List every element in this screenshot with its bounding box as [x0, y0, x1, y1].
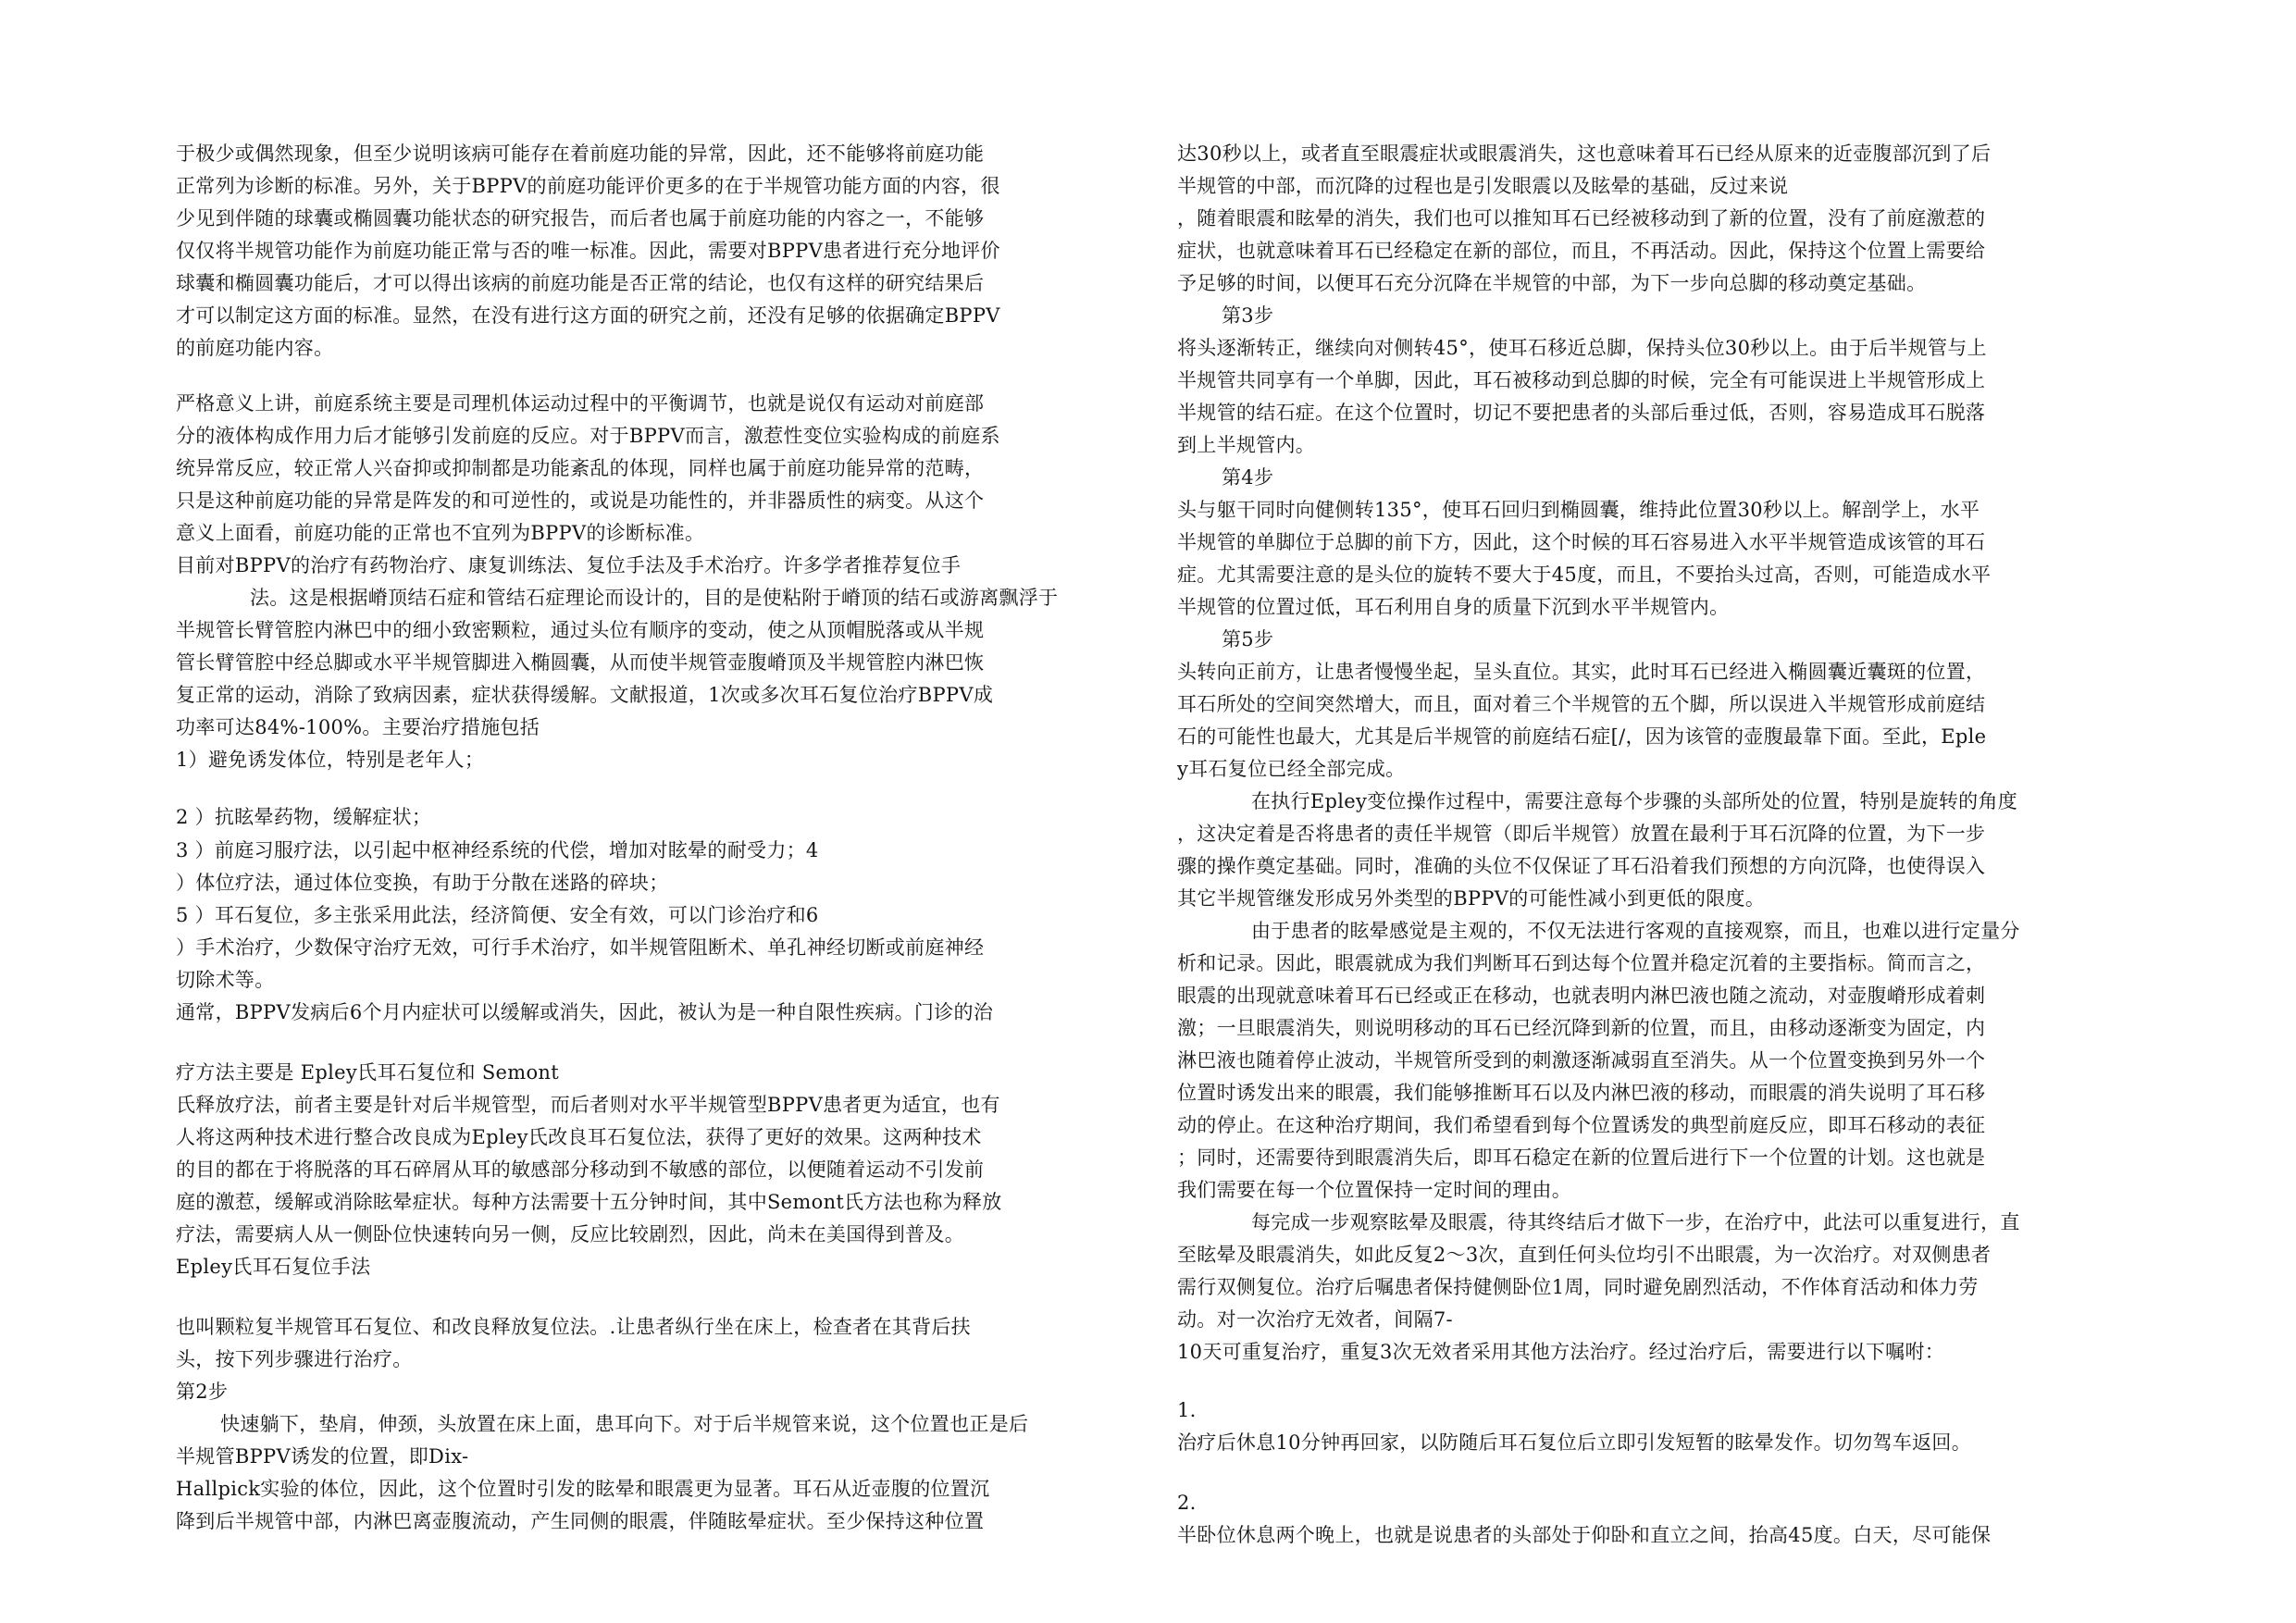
text-line: 治疗后休息10分钟再回家，以防随后耳石复位后立即引发短暂的眩晕发作。切勿驾车返回。 [1177, 1431, 1972, 1454]
text-line: 功率可达84%-100%。主要治疗措施包括 [176, 716, 540, 738]
text-line: ）体位疗法，通过体位变换，有助于分散在迷路的碎块； [176, 872, 669, 894]
text-line: 激；一旦眼震消失，则说明移动的耳石已经沉降到新的位置，而且，由移动逐渐变为固定，内 [1177, 1017, 1986, 1039]
text-line: 切除术等。 [176, 969, 275, 991]
text-line: 半卧位休息两个晚上，也就是说患者的头部处于仰卧和直立之间，抬高45度。白天，尽可能保 [1177, 1524, 1992, 1546]
text-line: Epley氏耳石复位手法 [176, 1256, 371, 1278]
text-line: 第5步 [1222, 628, 1274, 650]
text-line: 1）避免诱发体位，特别是老年人； [176, 749, 485, 771]
text-line: 动的停止。在这种治疗期间，我们希望看到每个位置诱发的典型前庭反应，即耳石移动的表征 [1177, 1114, 1986, 1136]
text-line: 复正常的运动，消除了致病因素，症状获得缓解。文献报道，1次或多次耳石复位治疗BPPV成 [176, 684, 994, 706]
text-line: 1. [1177, 1399, 1197, 1421]
text-line: 第2步 [176, 1381, 229, 1403]
text-line: 眼震的出现就意味着耳石已经或正在移动，也就表明内淋巴液也随之流动，对壶腹嵴形成着刺 [1177, 985, 1986, 1007]
text-line: ，随着眼震和眩晕的消失，我们也可以推知耳石已经被移动到了新的位置，没有了前庭激惹的 [1177, 207, 1986, 229]
text-line: 我们需要在每一个位置保持一定时间的理由。 [1177, 1179, 1571, 1201]
text-line: 通常，BPPV发病后6个月内症状可以缓解或消失，因此，被认为是一种自限性疾病。门诊的治 [176, 1001, 994, 1023]
text-line: 症。尤其需要注意的是头位的旋转不要大于45度，而且，不要抬头过高，否则，可能造成水平 [1177, 564, 1992, 586]
text-line: 快速躺下，垫肩，伸颈，头放置在床上面，患耳向下。对于后半规管来说，这个位置也正是后 [220, 1413, 1029, 1435]
text-line: 管长臂管腔中经总脚或水平半规管脚进入椭圆囊，从而使半规管壶腹嵴顶及半规管腔内淋巴恢 [176, 651, 985, 674]
text-line: 目前对BPPV的治疗有药物治疗、康复训练法、复位手法及手术治疗。许多学者推荐复位手 [176, 554, 962, 576]
text-line: 症状，也就意味着耳石已经稳定在新的部位，而且，不再活动。因此，保持这个位置上需要给 [1177, 240, 1986, 262]
text-line: 头与躯干同时向健侧转135°，使耳石回归到椭圆囊，维持此位置30秒以上。解剖学上，水平 [1177, 499, 1980, 521]
text-line: 析和记录。因此，眼震就成为我们判断耳石到达每个位置并稳定沉着的主要指标。简而言之， [1177, 952, 1986, 974]
text-line: 庭的激惹，缓解或消除眩晕症状。每种方法需要十五分钟时间，其中Semont氏方法也称为释放 [176, 1191, 1002, 1213]
text-line: 半规管的结石症。在这个位置时，切记不要把患者的头部后垂过低，否则，容易造成耳石脱落 [1177, 402, 1986, 424]
text-line: 正常列为诊断的标准。另外，关于BPPV的前庭功能评价更多的在于半规管功能方面的内容，很 [176, 175, 1000, 197]
text-line: 2 ）抗眩晕药物，缓解症状； [176, 806, 432, 828]
text-line: 法。这是根据嵴顶结石症和管结石症理论而设计的，目的是使粘附于嵴顶的结石或游离飘浮于 [250, 587, 1059, 609]
text-line: 耳石所处的空间突然增大，而且，面对着三个半规管的五个脚，所以误进入半规管形成前庭结 [1177, 693, 1986, 715]
text-line: 球囊和椭圆囊功能后，才可以得出该病的前庭功能是否正常的结论，也仅有这样的研究结果后 [176, 272, 985, 294]
text-line: 分的液体构成作用力后才能够引发前庭的反应。对于BPPV而言，激惹性变位实验构成的前庭系 [176, 425, 1000, 447]
text-line: ）手术治疗，少数保守治疗无效，可行手术治疗，如半规管阻断术、单孔神经切断或前庭神经 [176, 936, 985, 959]
text-line: 5 ）耳石复位，多主张采用此法，经济简便、安全有效，可以门诊治疗和6 [176, 904, 819, 926]
text-line: 石的可能性也最大，尤其是后半规管的前庭结石症[/，因为该管的壶腹最靠下面。至此，Eple [1177, 725, 1987, 748]
text-line: 严格意义上讲，前庭系统主要是司理机体运动过程中的平衡调节，也就是说仅有运动对前庭部 [176, 392, 985, 415]
text-line: 半规管的中部，而沉降的过程也是引发眼震以及眩晕的基础，反过来说 [1177, 175, 1789, 197]
text-line: 10天可重复治疗，重复3次无效者采用其他方法治疗。经过治疗后，需要进行以下嘱咐： [1177, 1341, 1945, 1363]
text-line: Hallpick实验的体位，因此，这个位置时引发的眩晕和眼震更为显著。耳石从近壶腹的位置沉 [176, 1478, 990, 1500]
text-line: 在执行Epley变位操作过程中，需要注意每个步骤的头部所处的位置，特别是旋转的角度 [1251, 790, 2018, 812]
text-line: 意义上面看，前庭功能的正常也不宜列为BPPV的诊断标准。 [176, 522, 705, 544]
text-line: 半规管长臂管腔内淋巴中的细小致密颗粒，通过头位有顺序的变动，使之从顶帽脱落或从半规 [176, 619, 985, 641]
text-line: 氏释放疗法，前者主要是针对后半规管型，而后者则对水平半规管型BPPV患者更为适宜，也有 [176, 1094, 1000, 1116]
text-line: 需行双侧复位。治疗后嘱患者保持健侧卧位1周，同时避免剧烈活动，不作体育活动和体力劳 [1177, 1276, 1979, 1298]
text-line: ，这决定着是否将患者的责任半规管（即后半规管）放置在最利于耳石沉降的位置，为下一步 [1177, 823, 1986, 845]
text-line: 只是这种前庭功能的异常是阵发的和可逆性的，或说是功能性的，并非器质性的病变。从这个 [176, 489, 985, 512]
text-line: 统异常反应，较正常人兴奋抑或抑制都是功能紊乱的体现，同样也属于前庭功能异常的范畴， [176, 457, 985, 479]
text-line: 半规管BPPV诱发的位置，即Dix- [176, 1445, 469, 1468]
text-line: 第3步 [1222, 304, 1274, 327]
text-line: 的前庭功能内容。 [176, 337, 334, 359]
text-line: 其它半规管继发形成另外类型的BPPV的可能性减小到更低的限度。 [1177, 887, 1766, 910]
text-line: 动。对一次治疗无效者，间隔7- [1177, 1308, 1453, 1331]
text-line: 每完成一步观察眩晕及眼震，待其终结后才做下一步，在治疗中，此法可以重复进行，直 [1251, 1211, 2020, 1233]
text-line: 人将这两种技术进行整合改良成为Epley氏改良耳石复位法，获得了更好的效果。这两种技术 [176, 1126, 982, 1148]
text-line: 2. [1177, 1492, 1197, 1514]
text-line: 将头逐渐转正，继续向对侧转45°，使耳石移近总脚，保持头位30秒以上。由于后半规管与上 [1177, 337, 1987, 359]
text-line: 到上半规管内。 [1177, 434, 1316, 456]
text-line: 的目的都在于将脱落的耳石碎屑从耳的敏感部分移动到不敏感的部位，以便随着运动不引发前 [176, 1158, 985, 1181]
text-line: 至眩晕及眼震消失，如此反复2～3次，直到任何头位均引不出眼震，为一次治疗。对双侧患者 [1177, 1244, 1992, 1266]
text-line: 才可以制定这方面的标准。显然，在没有进行这方面的研究之前，还没有足够的依据确定BPPV [176, 304, 1000, 327]
text-line: 骤的操作奠定基础。同时，准确的头位不仅保证了耳石沿着我们预想的方向沉降，也使得误入 [1177, 855, 1986, 877]
text-line: 3 ）前庭习服疗法，以引起中枢神经系统的代偿，增加对眩晕的耐受力；4 [176, 839, 819, 861]
text-line: 头转向正前方，让患者慢慢坐起，呈头直位。其实，此时耳石已经进入椭圆囊近囊斑的位置， [1177, 661, 1986, 683]
text-line: 少见到伴随的球囊或椭圆囊功能状态的研究报告，而后者也属于前庭功能的内容之一，不能够 [176, 207, 985, 229]
text-line: 达30秒以上，或者直至眼震症状或眼震消失，这也意味着耳石已经从原来的近壶腹部沉到了后 [1177, 142, 1992, 165]
text-line: 由于患者的眩晕感觉是主观的，不仅无法进行客观的直接观察，而且，也难以进行定量分 [1251, 920, 2020, 942]
text-line: 仅仅将半规管功能作为前庭功能正常与否的唯一标准。因此，需要对BPPV患者进行充分地评价 [176, 240, 1000, 262]
text-line: ；同时，还需要待到眼震消失后，即耳石稳定在新的位置后进行下一个位置的计划。这也就是 [1177, 1146, 1986, 1169]
text-line: 头，按下列步骤进行治疗。 [176, 1348, 413, 1370]
text-line: 疗方法主要是 Epley氏耳石复位和 Semont [176, 1061, 559, 1084]
text-line: 予足够的时间，以便耳石充分沉降在半规管的中部，为下一步向总脚的移动奠定基础。 [1177, 272, 1927, 294]
text-line: 半规管共同享有一个单脚，因此，耳石被移动到总脚的时候，完全有可能误进上半规管形成上 [1177, 369, 1986, 391]
text-line: 第4步 [1222, 466, 1274, 489]
text-line: 降到后半规管中部，内淋巴离壶腹流动，产生同侧的眼震，伴随眩晕症状。至少保持这种位置 [176, 1510, 985, 1532]
text-line: 淋巴液也随着停止波动，半规管所受到的刺激逐渐减弱直至消失。从一个位置变换到另外一个 [1177, 1049, 1986, 1072]
text-line: y耳石复位已经全部完成。 [1177, 758, 1406, 780]
text-line: 半规管的位置过低，耳石利用自身的质量下沉到水平半规管内。 [1177, 596, 1730, 618]
text-line: 半规管的单脚位于总脚的前下方，因此，这个时候的耳石容易进入水平半规管造成该管的耳石 [1177, 531, 1986, 553]
text-line: 于极少或偶然现象，但至少说明该病可能存在着前庭功能的异常，因此，还不能够将前庭功能 [176, 142, 985, 165]
text-line: 位置时诱发出来的眼震，我们能够推断耳石以及内淋巴液的移动，而眼震的消失说明了耳石移 [1177, 1082, 1986, 1104]
text-line: 也叫颗粒复半规管耳石复位、和改良释放复位法。.让患者纵行坐在床上，检查者在其背后扶 [176, 1316, 971, 1338]
text-line: 疗法，需要病人从一侧卧位快速转向另一侧，反应比较剧烈，因此，尚未在美国得到普及。 [176, 1223, 964, 1245]
